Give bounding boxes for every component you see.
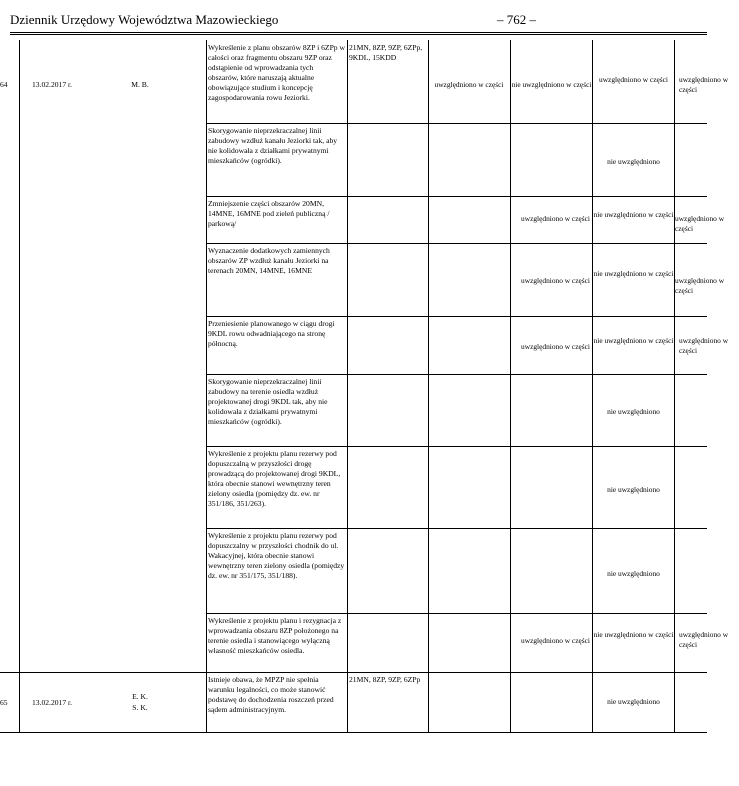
- page-number: – 762 –: [497, 12, 536, 27]
- column-6-cell: uwzględniono w części: [521, 636, 590, 645]
- row-line: [206, 196, 707, 197]
- comment-text: Wykreślenie z projektu planu rezerwy pod dopuszczalną w przyszłości drogę prowadzącą do projektowanej drogi 9KDL, która obecnie stanowi wewnętrzny teren zielony osiedla (pomiędzy dz. ew. nr 351/186, 351/263).: [208, 449, 341, 509]
- column-line: [206, 40, 207, 733]
- column-line: [428, 40, 429, 733]
- entry-date: 13.02.2017 r.: [31, 698, 73, 707]
- column-line: [510, 40, 511, 733]
- column-7-cell: nie uwzględniono: [607, 697, 660, 706]
- comment-text: Zmniejszenie części obszarów 20MN, 14MNE, 16MNE pod zieleń publiczną / parkową/: [208, 199, 330, 229]
- row-line: [206, 243, 707, 244]
- row-line: [206, 316, 707, 317]
- table-bottom-line: [0, 732, 707, 733]
- row-line: [206, 528, 707, 529]
- entry-name: M. B.: [131, 80, 149, 89]
- entry-number: 64: [0, 80, 8, 89]
- entry-separator: [0, 672, 707, 673]
- column-6-cell: uwzględniono w części: [521, 276, 590, 285]
- comment-text: Przeniesienie planowanego w ciągu drogi 9KDL rowu odwadniającego na stronę północną.: [208, 319, 335, 349]
- comment-text: Wykreślenie z projektu planu i rezygnacja z wprowadzania obszaru 8ZP położonego na terenie osiedla i stanowiącego wyłączną własność mieszkańców osiedla.: [208, 616, 342, 656]
- area-designation: 21MN, 8ZP, 9ZP, 6ZPp: [349, 675, 421, 684]
- column-7-cell: nie uwzględniono w części: [593, 210, 674, 219]
- column-8-cell: uwzględniono w części: [675, 214, 725, 233]
- entry-date: 13.02.2017 r.: [31, 80, 73, 89]
- entry-name: E. K.: [132, 692, 148, 701]
- column-7-cell: nie uwzględniono: [607, 407, 660, 416]
- row-line: [206, 123, 707, 124]
- row-line: [206, 446, 707, 447]
- comment-text: Skorygowanie nieprzekraczalnej linii zabudowy na terenie osiedla wzdłuż projektowanej drogi 9KDL tak, aby nie kolidowała z działkami prywatnymi mieszkańców (ogródki).: [208, 377, 328, 427]
- column-line: [19, 40, 20, 733]
- header-rule-second: [10, 34, 707, 35]
- column-8-cell: uwzględniono w części: [675, 276, 725, 295]
- comment-text: Skorygowanie nieprzekraczalnej linii zabudowy wzdłuż kanału Jeziorki tak, aby nie kolidowała z działkami prywatnymi mieszkańców (ogródki).: [208, 126, 338, 166]
- row-line: [206, 613, 707, 614]
- column-7-cell: nie uwzględniono: [607, 485, 660, 494]
- column-6-cell: nie uwzględniono w części: [511, 80, 592, 89]
- column-7-cell: nie uwzględniono w części: [593, 630, 674, 639]
- column-8-cell: uwzględniono w części: [679, 336, 729, 355]
- entry-name-second: S. K.: [132, 703, 148, 712]
- area-designation: 21MN, 8ZP, 9ZP, 6ZPp, 9KDL, 15KDD: [349, 43, 423, 63]
- column-7-cell: uwzględniono w części: [599, 75, 668, 84]
- comment-text: Wyznaczenie dodatkowych zamiennych obszarów ZP wzdłuż kanału Jeziorki na terenach 20MN, 14MNE, 16MNE: [208, 246, 330, 276]
- column-7-cell: nie uwzględniono w części: [593, 269, 674, 278]
- column-8-cell: uwzględniono w części: [679, 630, 729, 649]
- column-line: [674, 40, 675, 733]
- journal-title: Dziennik Urzędowy Województwa Mazowieckiego: [10, 12, 279, 27]
- comments-table: [0, 40, 729, 733]
- column-6-cell: uwzględniono w części: [521, 342, 590, 351]
- row-line: [206, 374, 707, 375]
- header-rule: [10, 32, 707, 33]
- comment-text: Istnieje obawa, że MPZP nie spełnia warunku legalności, co może stanowić podstawę do dochodzenia roszczeń przed sądem administracyjnym.: [208, 675, 334, 715]
- column-8-cell: uwzględniono w części: [679, 75, 729, 94]
- column-7-cell: nie uwzględniono: [607, 569, 660, 578]
- comment-text: Wykreślenie z planu obszarów 8ZP i 6ZPp w całości oraz fragmentu obszaru 9ZP oraz odstąpienie od wprowadzania tych obszarów, które naruszają aktualne obowiązujące studium i koncepcję zagospodarowania rowu Jeziorki.: [208, 43, 345, 103]
- column-line: [347, 40, 348, 733]
- column-7-cell: nie uwzględniono w części: [593, 336, 674, 345]
- column-5-cell: uwzględniono w części: [434, 80, 504, 89]
- column-6-cell: uwzględniono w części: [521, 214, 590, 223]
- entry-number: 65: [0, 698, 8, 707]
- column-7-cell: nie uwzględniono: [607, 157, 660, 166]
- comment-text: Wykreślenie z projektu planu rezerwy pod dopuszczalny w przyszłości chodnik do ul. Wakacyjnej, która obecnie stanowi wewnętrzny teren zielony osiedla (pomiędzy dz. ew. nr 351/175, 351/188).: [208, 531, 345, 581]
